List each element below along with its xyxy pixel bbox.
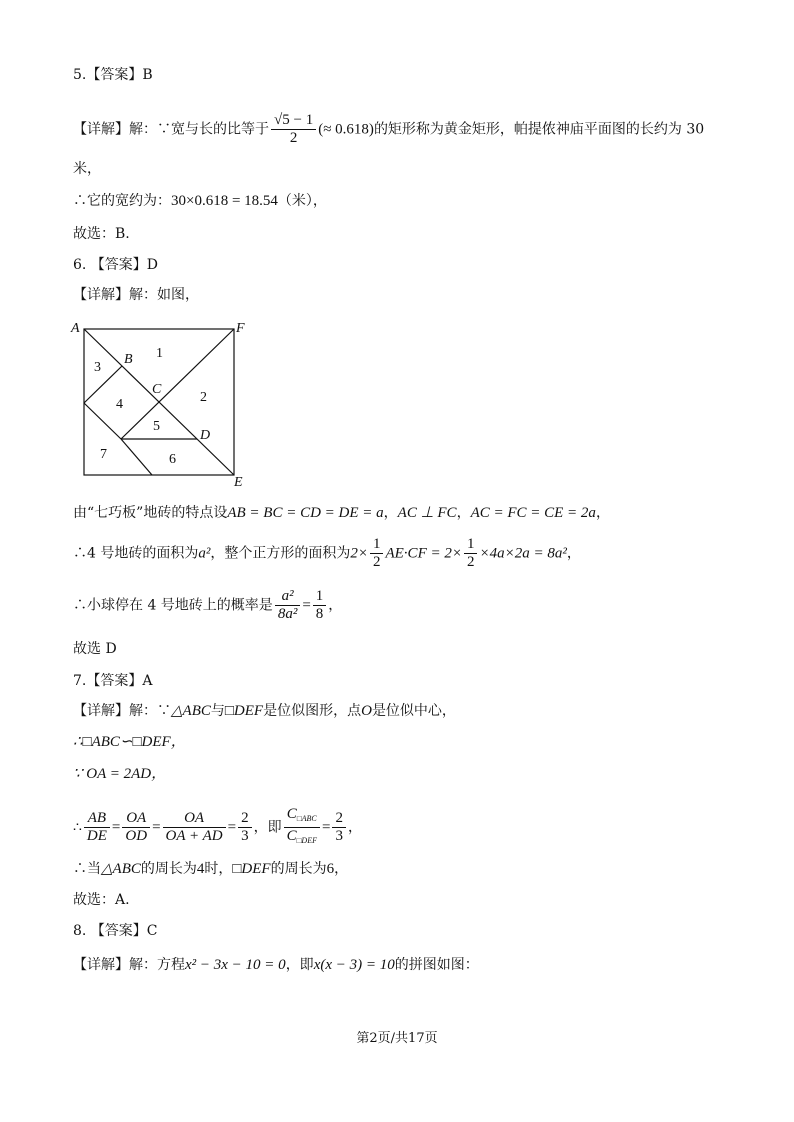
q7-detail: 【详解】解：∵△ABC与□DEF是位似图形，点O是位似中心， bbox=[73, 703, 456, 719]
q6-half-fraction-2: $\frac{1}{2}$ bbox=[464, 536, 478, 571]
q6-intro: 由“七巧板”地砖的特点设AB = BC = CD = DE = a，AC ⊥ FC，AC = FC = CE = 2a， bbox=[73, 505, 610, 521]
q6-area4: a² bbox=[198, 545, 211, 562]
q6-probability: ∴小球停在 4 号地砖上的概率是 $\frac{\text{a²}}{\text{8a²}}$ = $\frac{1}{8}$ ， bbox=[73, 588, 343, 622]
q6-eq2: AC ⊥ FC bbox=[397, 505, 457, 521]
q6-half-fraction-1: $\frac{1}{2}$ bbox=[370, 536, 384, 571]
q6-prob-fraction: $\frac{\text{a²}}{\text{8a²}}$ bbox=[275, 588, 301, 623]
q8-detail: 【详解】解：方程x² − 3x − 10 = 0，即x(x − 3) = 10的拼图如图： bbox=[73, 957, 479, 973]
q8-equation: x² − 3x − 10 = 0 bbox=[185, 957, 286, 973]
q6-eq1: AB = BC = CD = DE = a bbox=[227, 505, 384, 521]
q7-choice: 故选：A. bbox=[73, 892, 130, 908]
q7-given: ∵ OA = 2AD， bbox=[73, 766, 167, 782]
q5-calc-expr: 30×0.618 = 18.54 bbox=[171, 193, 278, 209]
q8-answer: 8. 【答案】C bbox=[73, 923, 158, 939]
vertex-e-label: E bbox=[234, 475, 243, 488]
vertex-f-label: F bbox=[236, 321, 245, 336]
q5-calc: ∴它的宽约为：30×0.618 = 18.54（米）， bbox=[73, 193, 327, 209]
q8-equation-2: x(x − 3) = 10 bbox=[313, 957, 395, 973]
q5-unit: 米， bbox=[73, 161, 101, 177]
q7-similar: ∴□ABC∽□DEF， bbox=[73, 734, 186, 750]
q7-conclusion: ∴当△ABC的周长为4时，□DEF的周长为6， bbox=[73, 861, 349, 877]
q5-choice: 故选：B. bbox=[73, 226, 130, 242]
golden-ratio-fraction: $\frac{√5 - 1}{2}$ bbox=[271, 112, 316, 147]
region-4-label: 4 bbox=[116, 397, 123, 412]
page-footer: 第2页/共17页 bbox=[356, 1031, 438, 1046]
vertex-b-label: B bbox=[124, 352, 133, 367]
region-3-label: 3 bbox=[94, 360, 101, 375]
q5-detail-prefix: 【详解】解：∵宽与长的比等于 bbox=[73, 121, 269, 138]
region-6-label: 6 bbox=[169, 452, 176, 467]
q6-result-fraction: $\frac{1}{8}$ bbox=[313, 588, 327, 623]
q7-answer: 7.【答案】A bbox=[73, 673, 153, 689]
q7-ratio: ∴ $\frac{AB}{DE}$ = $\frac{OA}{OD}$ = $\frac{OA}{OA + AD}$ = $\frac{2}{3}$ ，即 $\frac{C_{□ABC}}{C_{□DEF}}$ = $\frac{2}{3}$ ， bbox=[73, 806, 362, 849]
vertex-c-label: C bbox=[152, 382, 162, 397]
region-7-label: 7 bbox=[100, 447, 107, 462]
q6-choice: 故选 D bbox=[73, 641, 117, 657]
q6-area: ∴4 号地砖的面积为a²，整个正方形的面积为2× $\frac{1}{2}$ AE·CF = 2× $\frac{1}{2}$ ×4a×2a = 8a²， bbox=[73, 536, 581, 570]
vertex-a-label: A bbox=[71, 321, 80, 336]
region-1-label: 1 bbox=[156, 346, 163, 361]
q5-detail-suffix: 的矩形称为黄金矩形，帕提侬神庙平面图的长约为 30 bbox=[373, 121, 705, 138]
vertex-d-label: D bbox=[200, 428, 211, 443]
q5-answer: 5.【答案】B bbox=[73, 67, 153, 83]
q7-perimeter-ratio: $\frac{C_{□ABC}}{C_{□DEF}}$ bbox=[284, 806, 320, 849]
q5-detail bbox=[73, 112, 704, 147]
tangram-figure bbox=[66, 318, 256, 488]
q6-detail: 【详解】解：如图， bbox=[73, 287, 199, 303]
golden-ratio-approx: (≈ 0.618) bbox=[318, 121, 374, 138]
region-2-label: 2 bbox=[200, 390, 207, 405]
q6-eq3: AC = FC = CE = 2a bbox=[470, 505, 596, 521]
q6-answer: 6. 【答案】D bbox=[73, 257, 159, 273]
region-5-label: 5 bbox=[153, 419, 160, 434]
